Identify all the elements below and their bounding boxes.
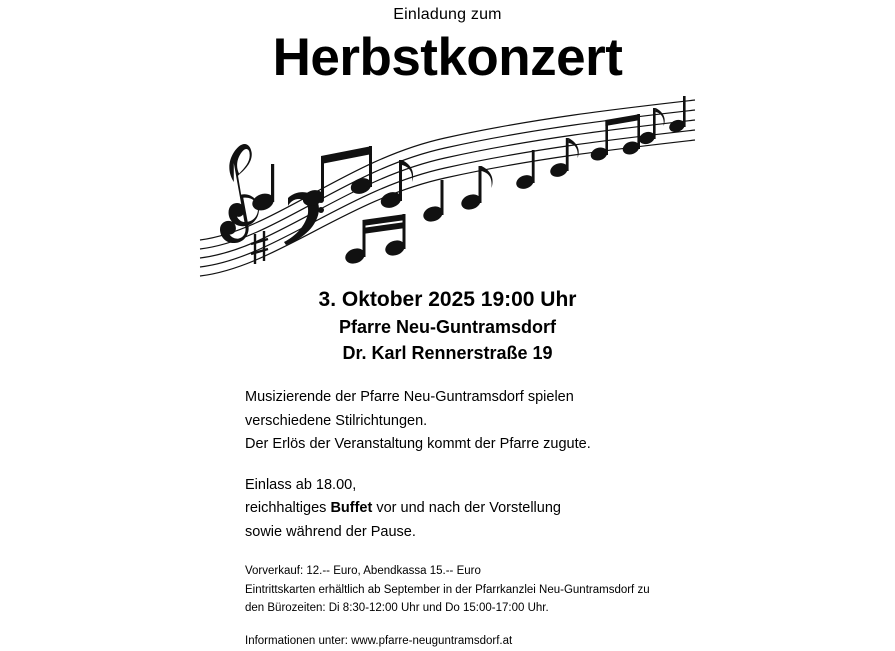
- event-details: [195, 286, 700, 367]
- buffet-suffix: vor und nach der Vorstellung: [372, 500, 561, 517]
- ticket-price-line: Vorverkauf: 12.-- Euro, Abendkassa 15.-- Euro: [245, 565, 481, 578]
- description-line-1: Musizierende der Pfarre Neu-Guntramsdorf spielen: [245, 389, 574, 406]
- description-block: [195, 386, 700, 544]
- event-address: Dr. Karl Rennerstraße 19: [342, 343, 553, 364]
- buffet-keyword: Buffet: [330, 500, 373, 517]
- admission-line: Einlass ab 18.00,: [245, 476, 357, 493]
- information-line: Informationen unter: www.pfarre-neuguntramsdorf.at: [245, 634, 513, 647]
- ticket-availability-line-1: Eintrittskarten erhältlich ab September in der Pfarrkanzlei Neu-Guntramsdorf zu: [245, 583, 650, 596]
- musical-notes-illustration: [195, 90, 700, 280]
- invitation-line: Einladung zum: [393, 6, 502, 23]
- intermission-line: sowie während der Pause.: [245, 523, 416, 540]
- buffet-prefix: reichhaltiges: [245, 500, 331, 517]
- poster-content: [195, 0, 700, 647]
- page-title: Herbstkonzert: [272, 28, 623, 87]
- fine-print-block: [195, 562, 700, 651]
- fine-print-spacer: [245, 618, 700, 632]
- paragraph-spacer: [245, 457, 700, 474]
- event-date-time: 3. Oktober 2025 19:00 Uhr: [318, 287, 577, 311]
- description-line-2: verschiedene Stilrichtungen.: [245, 412, 428, 429]
- description-line-3: Der Erlös der Veranstaltung kommt der Pfarre zugute.: [245, 436, 591, 453]
- ticket-availability-line-2: den Bürozeiten: Di 8:30-12:00 Uhr und Do 15:00-17:00 Uhr.: [245, 602, 549, 615]
- buffet-line: [245, 497, 700, 520]
- event-venue: Pfarre Neu-Guntramsdorf: [338, 316, 557, 337]
